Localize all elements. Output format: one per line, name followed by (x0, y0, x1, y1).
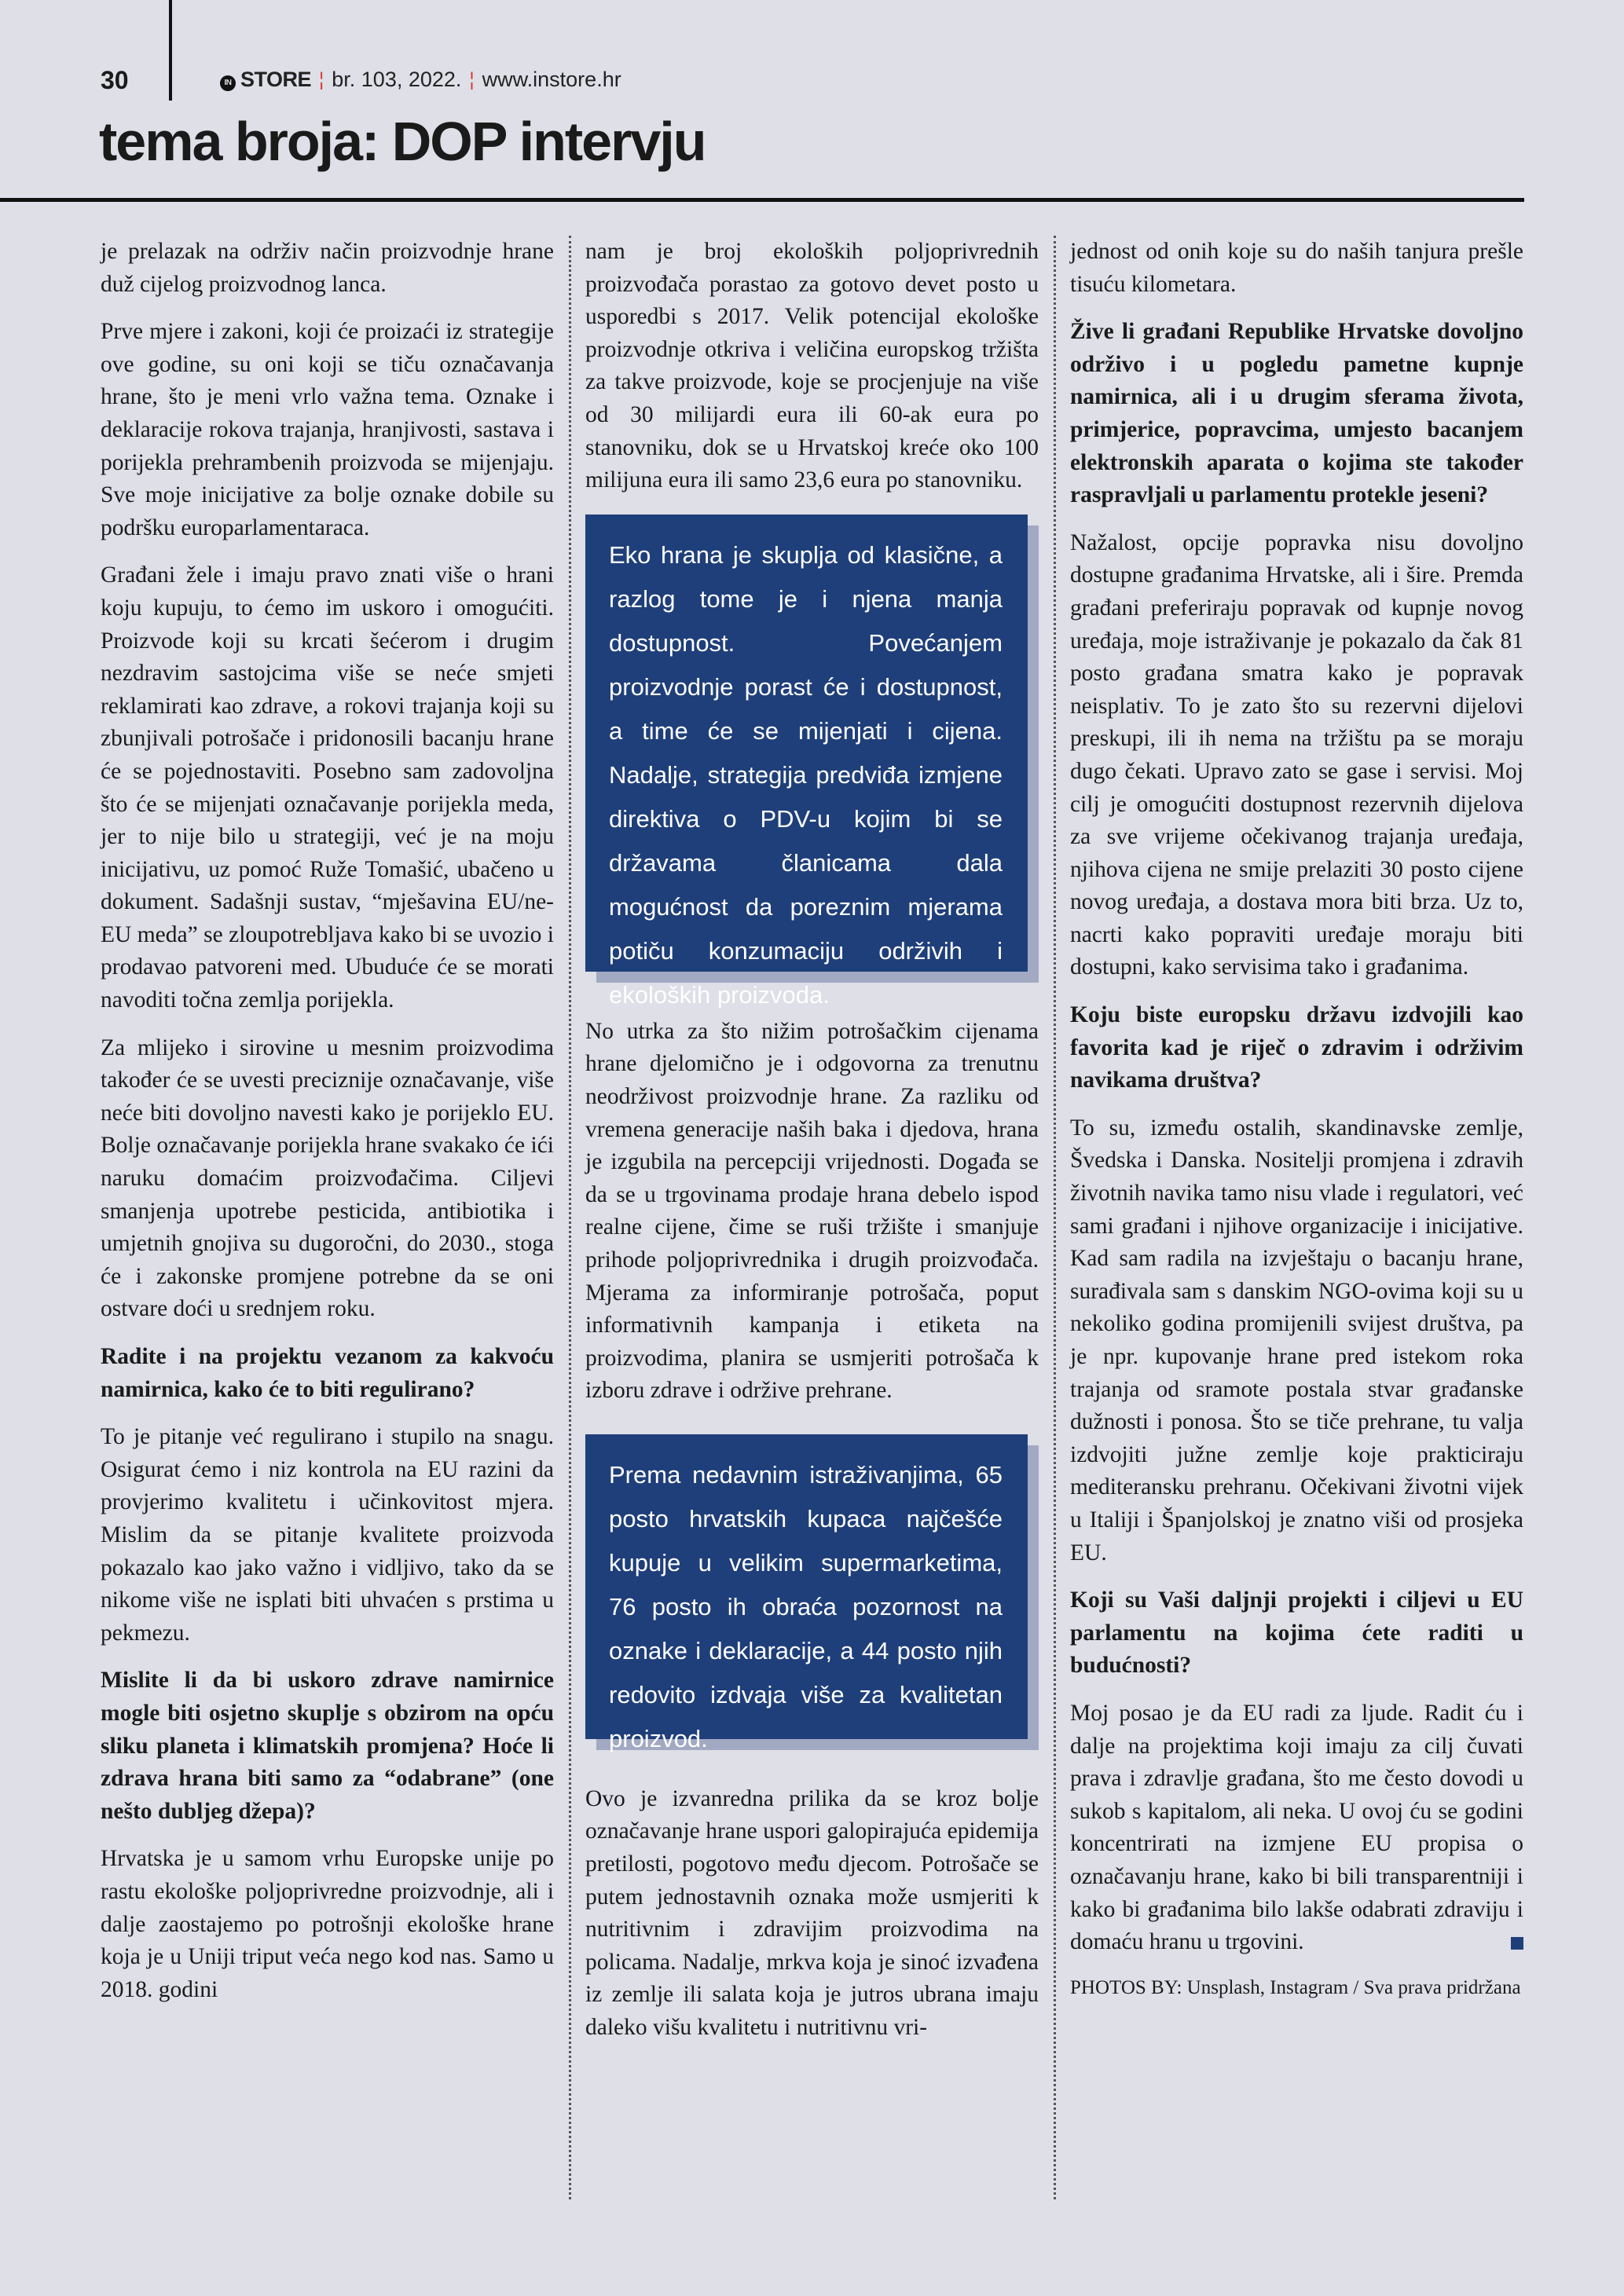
paragraph: Hrvatska je u samom vrhu Europske unije po rastu ekološke poljoprivredne proizvodnje, ali i dalje zaostajemo po potrošnji ekološke hrane koja je u Uniji triput veća nego kod nas. Samo u 2018. godini (101, 1846, 554, 2002)
interview-question: Radite i na projektu vezanom za kakvoću namirnica, kako će to biti regulirano? (101, 1344, 554, 1402)
header-divider (169, 0, 172, 101)
column-2 (585, 236, 1039, 2060)
interview-question: Koju biste europsku državu izdvojili kao favorita kad je riječ o zdravim i održivim navikama društva? (1070, 1002, 1523, 1093)
column-1 (101, 236, 554, 2021)
separator: ¦ (469, 68, 475, 90)
column-divider (1054, 236, 1056, 2199)
paragraph: Nažalost, opcije popravka nisu dovoljno dostupne građanima Hrvatske, ali i šire. Premda građani preferiraju popravak od kupnje novog uređaja, moje istraživanje je pokazalo da čak 81 posto građana smatra kako je popravak neisplativ. To je zato što su rezervni dijelovi preskupi, ili ih nema na tržištu pa se moraju dugo čekati. Upravo zato se gase i servisi. Moj cilj je omogućiti dostupnost rezervnih dijelova za sve vrijeme očekivanog trajanja uređaja, njihova cijena ne smije prelaziti 30 posto cijene novog uređaja, a dostava mora biti brza. Uz to, nacrti kako popraviti uređaje moraju biti dostupni, kako servisima tako i građanima. (1070, 529, 1523, 980)
paragraph: Ovo je izvanredna prilika da se kroz bolje označavanje hrane uspori galopirajuća epidemija pretilosti, pogotovo među djecom. Potrošače se putem jednostavnih oznaka može usmjeriti k nutritivnim i zdravijim proizvodima na policama. Nadalje, mrkva koja je sinoć izvađena iz zemlje ili salata koja je jutros ubrana imaju daleko višu kvalitetu i nutritivnu vri- (585, 1785, 1039, 2041)
issue-number: br. 103, 2022. (332, 68, 462, 91)
photo-credit: PHOTOS BY: Unsplash, Instagram / Sva prava pridržana (1070, 1976, 1521, 1998)
paragraph-text: Moj posao je da EU radi za ljude. Radit ću i dalje na projektima koji imaju za cilj čuvati prava i zdravlje građana, što me često dovodi u sukob s kapitalom, ali neka. U ovoj ću se godini koncentrirati na izmjene EU propisa o označavanju hrane, kako bi bili transparentniji i kako bi građanima bilo lakše odabrati zdraviju i domaću hranu u trgovini. (1070, 1700, 1523, 1955)
interview-question: Mislite li da bi uskoro zdrave namirnice mogle biti osjetno skuplje s obzirom na opću sliku planeta i klimatskih promjena? Hoće li zdrava hrana biti samo za “odabrane” (one nešto dubljeg džepa)? (101, 1668, 554, 1824)
paragraph: No utrka za što nižim potrošačkim cijenama hrane djelomično je i odgovorna za trenutnu neodrživost proizvodnje hrane. Za razliku od vremena generacije naših baka i djedova, hrana je izgubila na percepciji vrijednosti. Događa se da se u trgovinama prodaje hrana debelo ispod realne cijene, čime se ruši tržište i smanjuje prihode poljoprivrednika i drugih proizvođača. Mjerama za informiranje potrošača, poput informativnih kampanja i etiketa na proizvodima, planira se usmjeriti potrošača k izboru zdrave i održive prehrane. (585, 1018, 1039, 1404)
paragraph: To su, između ostalih, skandinavske zemlje, Švedska i Danska. Nositelji promjena i zdravih životnih navika tamo nisu vlade i regulatori, već sami građani i njihove organizacije i inicijative. Kad sam radila na izvještaju o bacanju hrane, surađivala sam s danskim NGO-ovima koji su u nekoliko godina promijenili svijest društva, pa je npr. kupovanje hrane pred istekom roka trajanja od sramote postala stvar građanske dužnosti i ponosa. Što se tiče prehrane, tu valja izdvojiti južne zemlje koje prakticiraju mediteransku prehranu. Očekivani životni vijek u Italiji i Španjolskoj je znatno viši od prosjeka EU. (1070, 1115, 1523, 1565)
paragraph (1070, 1697, 1523, 1959)
pull-quote-box: Prema nedavnim istraživanjima, 65 posto hrvatskih kupaca najčešće kupuje u velikim supermarketima, 76 posto ih obraća pozornost na oznake i deklaracije, a 44 posto njih redovito izdvaja više za kvalitetan proizvod. (585, 1434, 1028, 1739)
paragraph: Građani žele i imaju pravo znati više o hrani koju kupuju, to ćemo im uskoro i omogućiti. Proizvode koji su krcati šećerom i drugim nezdravim sastojcima više se neće smjeti reklamirati kao zdrave, a rokovi trajanja koji su zbunjivali potrošače i pridonosili bacanju hrane će se pojednostaviti. Posebno sam zadovoljna što će se mijenjati označavanje porijekla meda, jer to nije bilo u strategiji, već je na moju inicijativu, uz pomoć Ruže Tomašić, ubačeno u dokument. Sadašnji sustav, “mješavina EU/ne-EU meda” se zloupotrebljava kako bi se uvozio i prodavao patvoreni med. Ubuduće će se morati navoditi točna zemlja porijekla. (101, 562, 554, 1013)
interview-question: Koji su Vaši daljnji projekti i ciljevi u EU parlamentu na kojima ćete raditi u budućnosti? (1070, 1587, 1523, 1679)
header-rule (0, 198, 1524, 202)
column-divider (569, 236, 571, 2199)
pull-quote-box: Eko hrana je skuplja od klasične, a razlog tome je i njena manja dostupnost. Povećanjem proizvodnje porast će i dostupnost, a time će se mijenjati i cijena. Nadalje, strategija predviđa izmjene direktiva o PDV-u kojim bi se državama članicama dala mogućnost da poreznim mjerama potiču konzumaciju održivih i ekoloških proizvoda. (585, 514, 1028, 972)
end-of-article-icon (1511, 1937, 1523, 1950)
masthead (220, 68, 621, 92)
paragraph: nam je broj ekoloških poljoprivrednih proizvođača porastao za gotovo devet posto u usporedbi s 2017. Velik potencijal ekološke proizvodnje otkriva i veličina europskog tržišta za takve proizvode, koje se procjenjuje na više od 30 milijardi eura ili 60-ak eura po stanovniku, dok se u Hrvatskoj kreće oko 100 milijuna eura ili samo 23,6 eura po stanovniku. (585, 239, 1039, 493)
column-3 (1070, 236, 1523, 2017)
website-link[interactable]: www.instore.hr (482, 68, 621, 91)
paragraph: To je pitanje već regulirano i stupilo na snagu. Osigurat ćemo i niz kontrola na EU razini da provjerimo kvalitetu i učinkovitost mjera. Mislim da se pitanje kvalitete proizvoda pokazalo kao jako važno i vidljivo, tako da se nikome više ne isplati biti uhvaćen s prstima u pekmezu. (101, 1424, 554, 1646)
interview-question: Žive li građani Republike Hrvatske dovoljno održivo i u pogledu pametne kupnje namirnica, ali i u drugim sferama života, primjerice, popravcima, umjesto bacanjem elektronskih aparata o kojima ste također raspravljali u parlamentu protekle jeseni? (1070, 319, 1523, 508)
paragraph: je prelazak na održiv način proizvodnje hrane duž cijelog proizvodnog lanca. (101, 239, 554, 297)
section-title: tema broja: DOP intervju (99, 111, 706, 172)
logo-mark-icon: IN (220, 75, 236, 91)
separator: ¦ (319, 68, 324, 90)
paragraph: Za mlijeko i sirovine u mesnim proizvodima također će se uvesti preciznije označavanje, više neće biti dovoljno navesti kako je porijeklo EU. Bolje označavanje porijekla hrane svakako će ići naruku domaćim proizvođačima. Ciljevi smanjenja upotrebe pesticida, antibiotika i umjetnih gnojiva su dugoročni, do 2030., stoga će i zakonske promjene potrebne da se oni ostvare doći u srednjem roku. (101, 1034, 554, 1322)
instore-logo (220, 68, 311, 92)
paragraph: jednost od onih koje su do naših tanjura prešle tisuću kilometara. (1070, 239, 1523, 297)
logo-text: STORE (240, 68, 312, 91)
paragraph: Prve mjere i zakoni, koji će proizaći iz strategije ove godine, su oni koji se tiču označavanja hrane, što je meni vrlo važna tema. Oznake i deklaracije rokova trajanja, hranjivosti, sastava i porijekla prehrambenih proizvoda se mijenjaju. Sve moje inicijative za bolje oznake dobile su podršku europarlamentaraca. (101, 319, 554, 540)
page-number: 30 (101, 66, 129, 94)
